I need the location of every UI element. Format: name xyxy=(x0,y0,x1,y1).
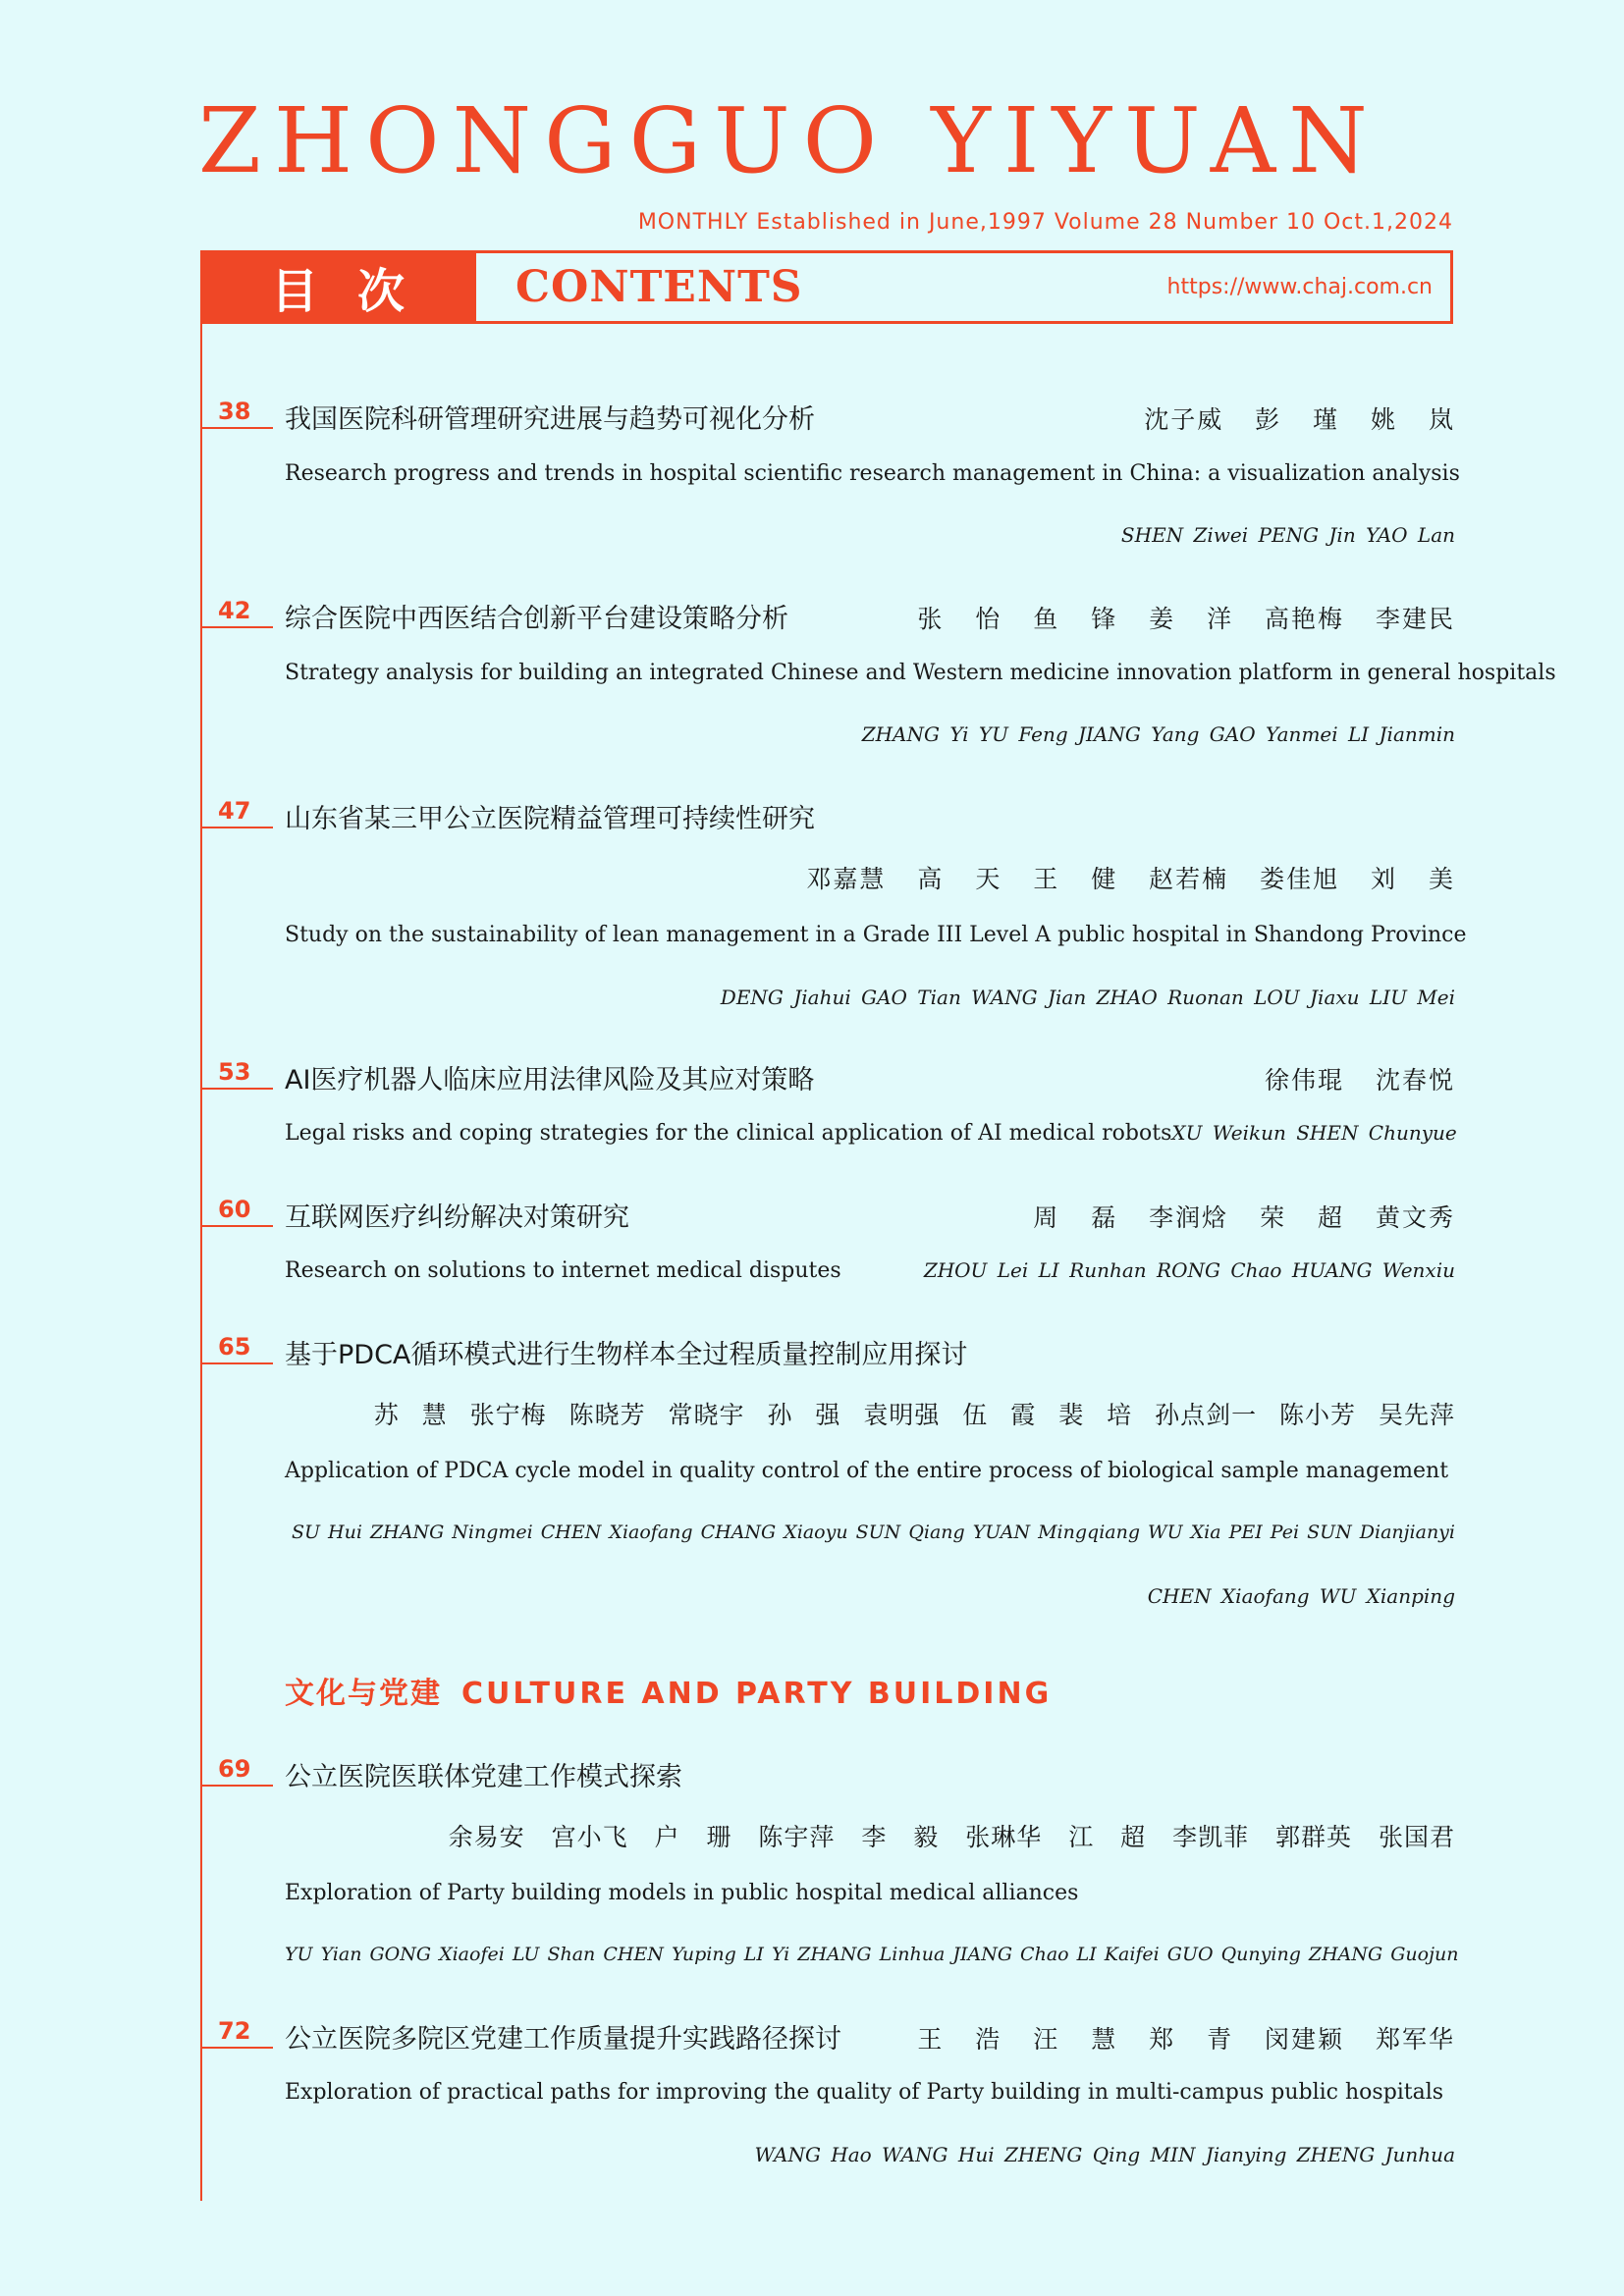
entry-tick xyxy=(200,2047,273,2049)
cn-title: 公立医院医联体党建工作模式探索 xyxy=(285,1762,682,1792)
en-title: Legal risks and coping strategies for the clinical application of AI medical robots xyxy=(285,1121,1172,1146)
cn-authors: 周 磊 李润焓 荣 超 黄文秀 xyxy=(1033,1203,1455,1232)
cn-title: 互联网医疗纠纷解决对策研究 xyxy=(285,1202,629,1233)
en-authors-continued: CHEN Xiaofang WU Xianping xyxy=(1147,1584,1455,1608)
en-title: Strategy analysis for building an integrated Chinese and Western medicine innovation platform in general hospitals xyxy=(285,661,1556,685)
toc-entry[interactable] xyxy=(200,2017,1455,2174)
toc-entry[interactable] xyxy=(200,1755,1459,1971)
en-authors: XU Weikun SHEN Chunyue xyxy=(1171,1121,1457,1145)
en-title: Application of PDCA cycle model in quality control of the entire process of biological sample management xyxy=(285,1459,1449,1483)
page-number: 72 xyxy=(218,2017,251,2045)
cn-title: 基于PDCA循环模式进行生物样本全过程质量控制应用探讨 xyxy=(285,1340,968,1370)
entry-tick xyxy=(200,1785,273,1787)
en-authors: WANG Hao WANG Hui ZHENG Qing MIN Jianying ZHENG Junhua xyxy=(754,2143,1455,2166)
toc-entry[interactable] xyxy=(200,597,1556,754)
issue-info: MONTHLY Established in June,1997 Volume 28 Number 10 Oct.1,2024 xyxy=(637,210,1453,235)
en-authors: YU Yian GONG Xiaofei LU Shan CHEN Yuping LI Yi ZHANG Linhua JIANG Chao LI Kaifei GUO Qunying ZHANG Guojun xyxy=(285,1944,1459,1965)
cn-authors: 邓嘉慧 高 天 王 健 赵若楠 娄佳旭 刘 美 xyxy=(806,865,1455,893)
en-authors: DENG Jiahui GAO Tian WANG Jian ZHAO Ruonan LOU Jiaxu LIU Mei xyxy=(720,986,1455,1009)
page-number: 38 xyxy=(218,398,251,425)
en-title: Exploration of practical paths for improving the quality of Party building in multi-campus public hospitals xyxy=(285,2080,1444,2105)
journal-url-link[interactable]: https://www.chaj.com.cn xyxy=(1166,275,1433,299)
contents-banner xyxy=(200,250,1453,324)
cn-title: 山东省某三甲公立医院精益管理可持续性研究 xyxy=(285,804,815,834)
page-number: 42 xyxy=(218,597,251,624)
cn-authors: 苏 慧 张宁梅 陈晓芳 常晓宇 孙 强 袁明强 伍 霞 裴 培 孙点剑一 陈小芳 吴先萍 xyxy=(373,1401,1455,1429)
section-heading-culture xyxy=(285,1669,1052,1712)
en-title: Research on solutions to internet medical disputes xyxy=(285,1258,841,1283)
journal-masthead: ZHONGGUO YIYUAN xyxy=(198,88,1380,193)
section-heading-cn: 文化与党建 xyxy=(285,1677,442,1711)
en-title: Study on the sustainability of lean management in a Grade III Level A public hospital in Shandong Province xyxy=(285,923,1467,947)
cn-authors: 沈子威 彭 瑾 姚 岚 xyxy=(1144,405,1455,434)
cn-authors: 徐伟琨 沈春悦 xyxy=(1265,1066,1455,1095)
entry-tick xyxy=(200,626,273,628)
page-number: 65 xyxy=(218,1333,251,1361)
cn-title: 公立医院多院区党建工作质量提升实践路径探讨 xyxy=(285,2024,841,2055)
entry-tick xyxy=(200,427,273,429)
toc-entry[interactable] xyxy=(200,1196,1455,1294)
entry-tick xyxy=(200,1362,273,1364)
contents-banner-cn: 目次 xyxy=(203,253,476,321)
cn-authors: 王 浩 汪 慧 郑 青 闵建颖 郑军华 xyxy=(917,2025,1455,2054)
entry-tick xyxy=(200,1088,273,1090)
en-title: Research progress and trends in hospital scientific research management in China: a visualization analysis xyxy=(285,461,1460,486)
contents-banner-en: CONTENTS xyxy=(515,262,803,312)
page-number: 60 xyxy=(218,1196,251,1223)
toc-entry[interactable] xyxy=(200,1058,1455,1156)
cn-title: 综合医院中西医结合创新平台建设策略分析 xyxy=(285,604,788,634)
toc-entry[interactable] xyxy=(200,797,1467,1013)
en-authors: SHEN Ziwei PENG Jin YAO Lan xyxy=(1120,523,1455,547)
cn-title: 我国医院科研管理研究进展与趋势可视化分析 xyxy=(285,404,815,435)
cn-title: AI医疗机器人临床应用法律风险及其应对策略 xyxy=(285,1065,815,1095)
entry-tick xyxy=(200,1225,273,1227)
en-authors: ZHOU Lei LI Runhan RONG Chao HUANG Wenxiu xyxy=(923,1258,1455,1282)
page-number: 69 xyxy=(218,1755,251,1783)
cn-authors: 张 怡 鱼 锋 姜 洋 高艳梅 李建民 xyxy=(917,605,1455,633)
en-authors: ZHANG Yi YU Feng JIANG Yang GAO Yanmei LI Jianmin xyxy=(861,722,1455,746)
page-number: 53 xyxy=(218,1058,251,1086)
section-heading-en: CULTURE AND PARTY BUILDING xyxy=(461,1677,1053,1711)
cn-authors: 余易安 宫小飞 户 珊 陈宇萍 李 毅 张琳华 江 超 李凯菲 郭群英 张国君 xyxy=(448,1823,1455,1851)
entry-tick xyxy=(200,827,273,828)
en-title: Exploration of Party building models in public hospital medical alliances xyxy=(285,1881,1079,1905)
en-authors: SU Hui ZHANG Ningmei CHEN Xiaofang CHANG Xiaoyu SUN Qiang YUAN Mingqiang WU Xia PEI Pei SUN Dianjianyi xyxy=(291,1522,1455,1543)
page-number: 47 xyxy=(218,797,251,825)
toc-entry[interactable] xyxy=(200,398,1460,555)
toc-entry[interactable] xyxy=(200,1333,1455,1618)
